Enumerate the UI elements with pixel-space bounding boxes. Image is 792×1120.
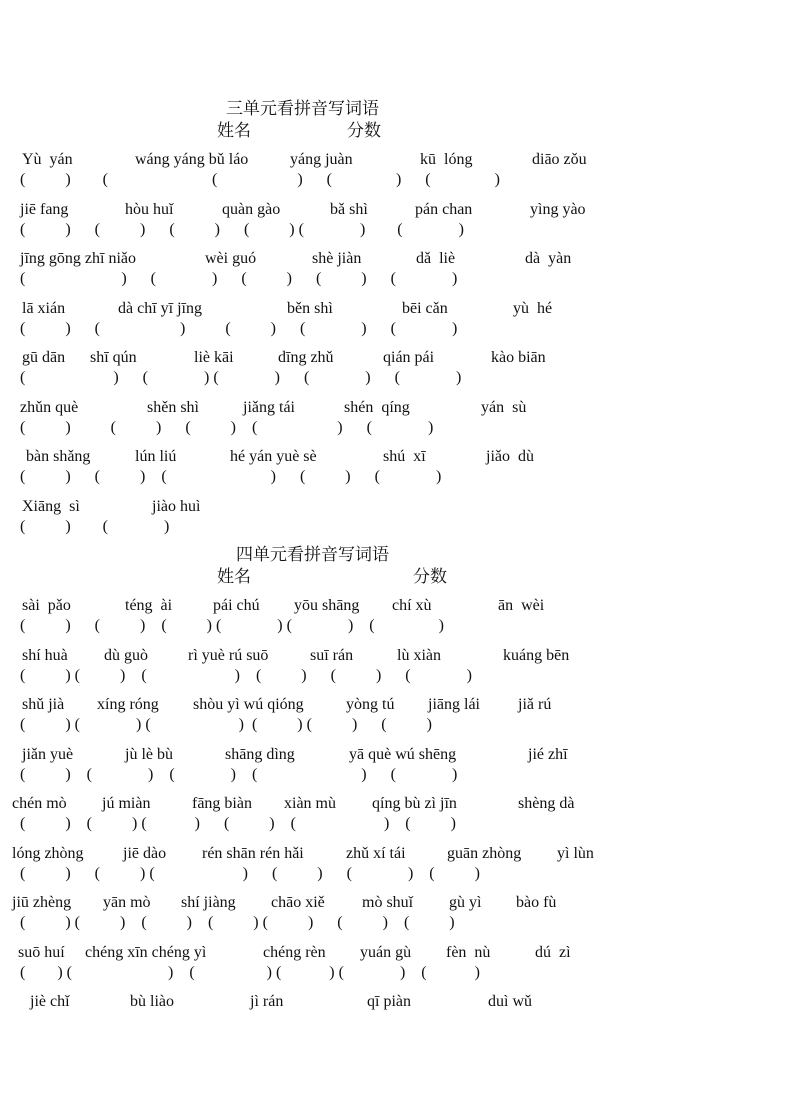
unit3-answer-brackets: ( ) ( ( ) ( ) ( ) — [20, 171, 500, 188]
unit4-pinyin-word: jiū zhèng — [12, 894, 72, 911]
unit4-answer-brackets: ( ) ( ) ( ) ( ) ( ) ( ) — [20, 617, 444, 634]
unit4-pinyin-word: yōu shāng — [294, 597, 360, 614]
unit3-pinyin-word: dǎ liè — [416, 250, 456, 267]
unit4-pinyin-word: fèn nù — [446, 943, 491, 961]
unit4-pinyin-word: yā què wú shēng — [349, 745, 457, 763]
unit4-answer-brackets: ( ) ( ) ( ) ( ) ( ) ( ) — [20, 815, 456, 832]
unit4-score-label: 分数 — [413, 567, 447, 586]
unit4-pinyin-word: qíng bù zì jīn — [372, 795, 457, 812]
unit4-answer-brackets: ( ) ( ) ( ) ( ) ( ) ( ) — [20, 864, 480, 882]
unit3-pinyin-word: shén qíng — [344, 398, 410, 416]
unit3-pinyin-word: quàn gào — [222, 200, 281, 218]
unit3-pinyin-word: hòu huǐ — [125, 200, 174, 218]
unit3-pinyin-word: bàn shǎng — [26, 448, 91, 465]
unit3-pinyin-word: wèi guó — [205, 250, 257, 267]
unit4-pinyin-word: shèng dà — [518, 795, 575, 812]
unit4-pinyin-word: bào fù — [516, 894, 557, 911]
unit4-pinyin-word: shǔ jià — [22, 696, 65, 713]
unit3-pinyin-word: yìng yào — [530, 200, 586, 218]
unit3-pinyin-word: zhǔn què — [20, 398, 79, 416]
unit4-pinyin-word: duì wǔ — [488, 993, 532, 1010]
unit4-pinyin-word: sài pǎo — [22, 597, 71, 614]
unit4-answer-brackets: ( ) ( ) ( ) ( ) ( ) ( ) ( ) — [20, 914, 455, 931]
unit4-pinyin-word: shí jiàng — [181, 894, 236, 911]
unit3-pinyin-word: jiǎng tái — [243, 398, 295, 416]
unit3-pinyin-word: yán sù — [481, 398, 527, 416]
unit4-pinyin-word: suī rán — [310, 646, 354, 664]
unit3-pinyin-word: dīng zhǔ — [278, 349, 334, 366]
unit4-pinyin-word: guān zhòng — [447, 844, 522, 862]
unit4-pinyin-word: suō huí — [18, 943, 65, 961]
unit3-pinyin-word: Yù yán — [22, 151, 73, 168]
unit3-pinyin-word: bǎ shì — [330, 200, 368, 218]
unit3-pinyin-word: lún liú — [135, 448, 177, 465]
unit4-pinyin-word: yòng tú — [346, 696, 395, 713]
unit3-pinyin-word: hé yán yuè sè — [230, 448, 317, 465]
unit3-pinyin-word: lā xián — [22, 299, 66, 317]
unit3-title: 三单元看拼音写词语 — [226, 99, 379, 118]
unit4-pinyin-word: jiǎn yuè — [22, 745, 74, 763]
unit3-pinyin-word: dà chī yī jīng — [118, 299, 202, 317]
unit4-pinyin-word: lù xiàn — [397, 646, 441, 664]
unit4-pinyin-word: téng ài — [125, 597, 173, 614]
unit4-pinyin-word: shòu yì wú qióng — [193, 696, 304, 713]
unit3-score-label: 分数 — [347, 121, 381, 140]
unit3-pinyin-word: shè jiàn — [312, 250, 362, 267]
unit4-pinyin-word: jù lè bù — [125, 745, 173, 763]
unit4-pinyin-word: chéng xīn chéng yì — [85, 943, 207, 961]
unit3-pinyin-word: jiǎo dù — [486, 448, 534, 465]
unit4-pinyin-word: fāng biàn — [192, 795, 252, 812]
unit3-pinyin-word: jiào huì — [152, 497, 201, 515]
unit3-pinyin-word: jīng gōng zhī niǎo — [20, 250, 136, 267]
unit3-pinyin-word: qián pái — [383, 349, 435, 366]
unit4-pinyin-word: zhǔ xí tái — [346, 844, 406, 862]
unit3-pinyin-word: kào biān — [491, 349, 546, 366]
unit3-name-label: 姓名 — [217, 121, 251, 140]
unit4-pinyin-word: pái chú — [213, 597, 260, 614]
unit4-pinyin-word: mò shuǐ — [362, 894, 414, 911]
unit4-pinyin-word: jiāng lái — [428, 696, 480, 713]
unit3-answer-brackets: ( ) ( ) ( ) ( ) ( ) — [20, 319, 458, 337]
unit3-pinyin-word: Xiāng sì — [22, 497, 80, 515]
unit4-pinyin-word: qī piàn — [367, 993, 411, 1010]
unit3-pinyin-word: bēi cǎn — [402, 299, 448, 317]
unit4-pinyin-word: jiǎ rú — [518, 696, 552, 713]
unit3-pinyin-word: yáng juàn — [290, 151, 353, 168]
unit3-pinyin-word: diāo zǒu — [532, 151, 587, 168]
unit3-pinyin-word: shī qún — [90, 349, 137, 366]
unit3-answer-brackets: ( ) ( ) — [20, 517, 170, 535]
unit4-pinyin-word: chí xù — [392, 597, 432, 614]
unit4-pinyin-word: kuáng bēn — [503, 646, 570, 664]
unit3-pinyin-word: běn shì — [287, 299, 333, 317]
unit3-pinyin-word: wáng yáng bǔ láo — [135, 151, 249, 168]
unit4-pinyin-word: yuán gù — [360, 943, 412, 961]
unit3-answer-brackets: ( ) ( ) ( ) ( ) ( ) ( ) — [20, 220, 464, 238]
unit4-pinyin-word: xiàn mù — [284, 795, 336, 812]
unit4-pinyin-word: jiē dào — [123, 844, 167, 862]
unit4-pinyin-word: yì lùn — [557, 844, 594, 862]
unit4-pinyin-word: dù guò — [104, 646, 148, 664]
unit4-name-label: 姓名 — [217, 567, 251, 586]
unit4-title: 四单元看拼音写词语 — [236, 545, 389, 564]
unit4-pinyin-word: dú zì — [535, 943, 571, 961]
unit4-pinyin-word: jié zhī — [528, 745, 568, 763]
unit4-answer-brackets: ( ) ( ) ( ) ( ) ( ) ( ) — [20, 963, 480, 981]
unit3-pinyin-word: pán chan — [415, 200, 473, 218]
unit4-pinyin-word: lóng zhòng — [12, 844, 84, 862]
unit3-answer-brackets: ( ) ( ) ( ) ( ) ( ) — [20, 270, 458, 287]
unit4-pinyin-word: jì rán — [250, 993, 284, 1010]
unit3-pinyin-word: gū dān — [22, 349, 66, 366]
unit4-pinyin-word: rén shān rén hǎi — [202, 844, 304, 862]
unit4-pinyin-word: chén mò — [12, 795, 67, 812]
unit4-pinyin-word: ān wèi — [498, 597, 545, 614]
unit4-pinyin-word: shí huà — [22, 646, 68, 664]
unit4-answer-brackets: ( ) ( ) ( ) ( ) ( ) ( ) — [20, 666, 472, 684]
unit3-pinyin-word: yù hé — [513, 299, 553, 317]
unit3-answer-brackets: ( ) ( ) ( ) ( ) ( ) — [20, 418, 434, 436]
unit4-pinyin-word: chéng rèn — [263, 943, 326, 961]
unit4-pinyin-word: jú miàn — [102, 795, 151, 812]
unit4-pinyin-word: shāng dìng — [225, 745, 295, 763]
unit4-pinyin-word: rì yuè rú suō — [188, 646, 269, 664]
unit3-answer-brackets: ( ) ( ) ( ) ( ) ( ) — [20, 369, 462, 386]
unit4-answer-brackets: ( ) ( ) ( ) ( ) ( ) ( ) — [20, 716, 432, 733]
unit4-pinyin-word: yān mò — [103, 894, 151, 911]
unit4-answer-brackets: ( ) ( ) ( ) ( ) ( ) — [20, 765, 458, 783]
unit3-pinyin-word: jiē fang — [20, 200, 69, 218]
unit3-pinyin-word: kū lóng — [420, 151, 473, 168]
unit4-pinyin-word: xíng róng — [97, 696, 159, 713]
unit3-pinyin-word: shú xī — [383, 448, 426, 465]
unit4-pinyin-word: chāo xiě — [271, 894, 325, 911]
unit4-pinyin-word: gù yì — [449, 894, 482, 911]
unit3-pinyin-word: liè kāi — [194, 349, 234, 366]
unit3-answer-brackets: ( ) ( ) ( ) ( ) ( ) — [20, 468, 442, 485]
unit3-pinyin-word: dà yàn — [525, 250, 572, 267]
unit4-pinyin-word: bù liào — [130, 993, 174, 1010]
unit3-pinyin-word: shěn shì — [147, 398, 199, 416]
unit4-pinyin-word: jiè chǐ — [30, 993, 70, 1010]
